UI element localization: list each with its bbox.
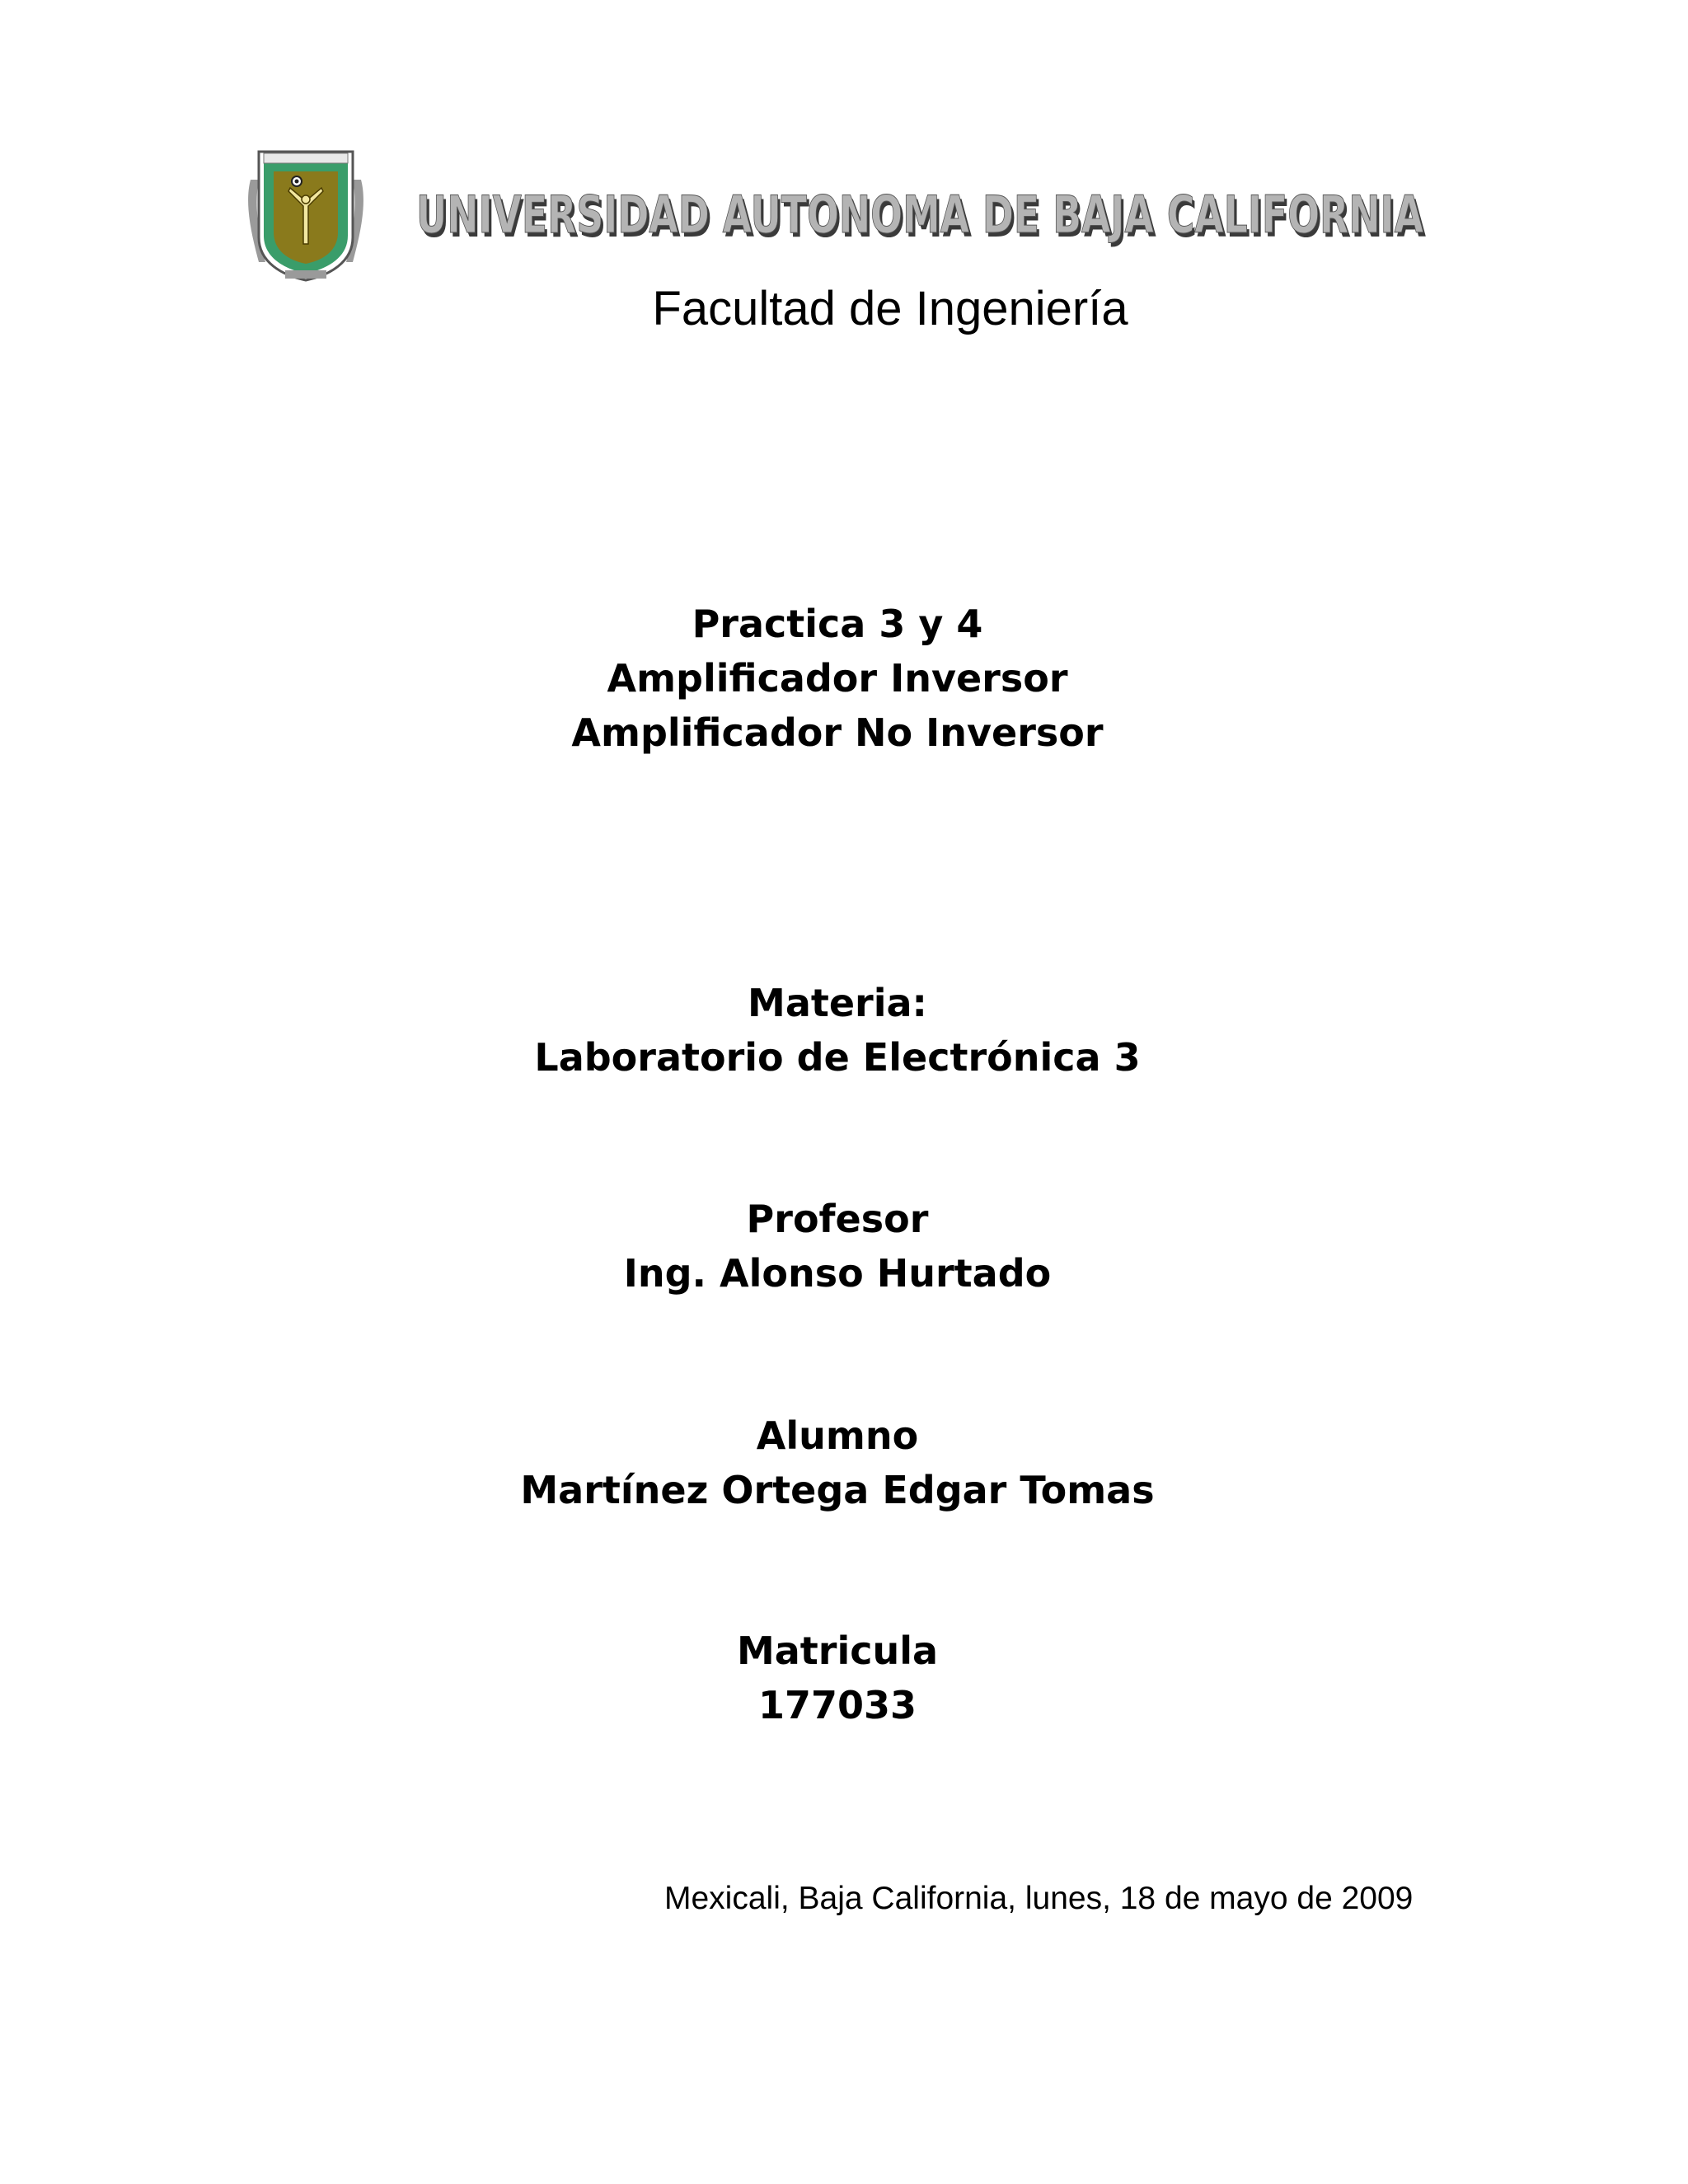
subject-label: Materia: [748, 981, 927, 1025]
university-name-shadow: UNIVERSIDAD AUTONOMA DE BAJA CALIFORNIA [419, 189, 1427, 249]
student-block [0, 1408, 1675, 1517]
enrollment-number: 177033 [757, 1683, 917, 1727]
practice-topic-1: Amplificador Inversor [607, 656, 1068, 701]
faculty-heading: Facultad de Ingeniería [652, 282, 1128, 335]
university-name-text: UNIVERSIDAD AUTONOMA DE BAJA CALIFORNIA [416, 185, 1424, 245]
university-name-heading [416, 185, 1430, 259]
university-seal-logo [247, 147, 364, 283]
student-label: Alumno [756, 1413, 919, 1458]
enrollment-label: Matricula [736, 1629, 939, 1673]
enrollment-block [0, 1624, 1675, 1732]
student-name: Martínez Ortega Edgar Tomas [520, 1468, 1155, 1512]
place-and-date: Mexicali, Baja California, lunes, 18 de mayo de 2009 [664, 1881, 1414, 1916]
professor-label: Profesor [746, 1197, 929, 1241]
practice-number: Practica 3 y 4 [692, 602, 983, 646]
subject-value: Laboratorio de Electrónica 3 [534, 1035, 1141, 1080]
professor-name: Ing. Alonso Hurtado [623, 1251, 1052, 1296]
practice-title-block [0, 597, 1675, 760]
practice-topic-2: Amplificador No Inversor [571, 710, 1104, 755]
professor-block [0, 1192, 1675, 1301]
subject-block [0, 976, 1675, 1085]
